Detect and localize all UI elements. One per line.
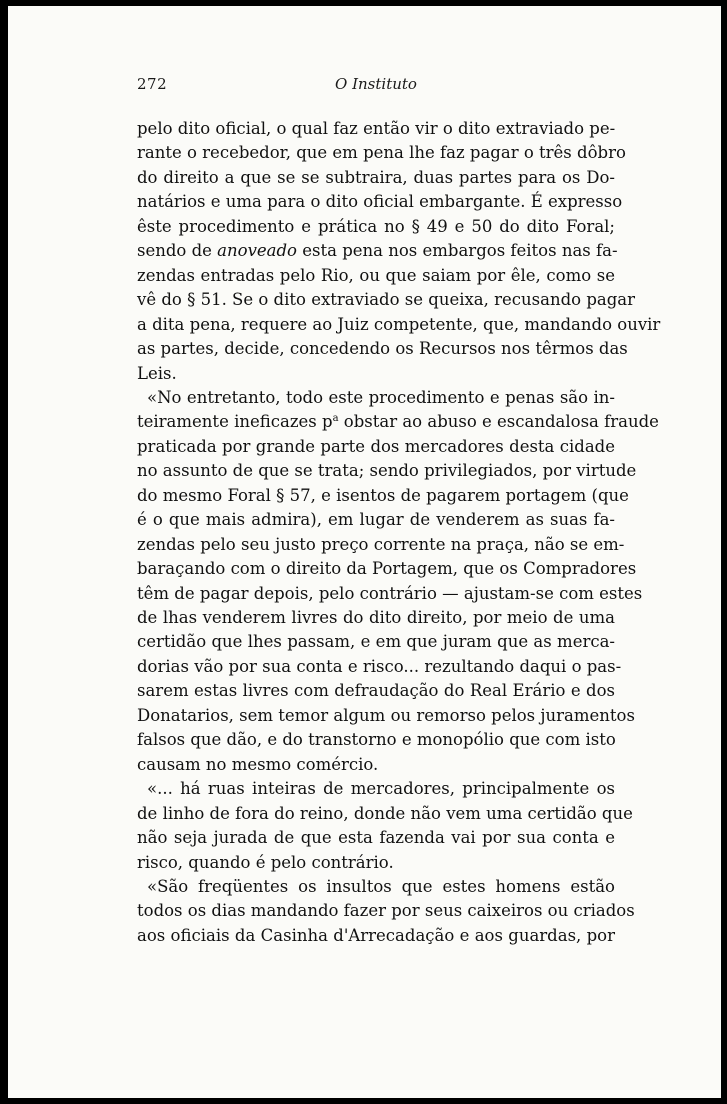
text-line: pelo dito oficial, o qual faz então vir o dito extraviado pe-	[137, 119, 616, 138]
text-line: aos oficiais da Casinha d'Arrecadação e aos guardas, por	[137, 925, 615, 945]
text-line: «... há ruas inteiras de mercadores, principalmente os	[147, 779, 615, 799]
text-line: zendas pelo seu justo preço corrente na praça, não se em-	[137, 534, 625, 554]
text-line: teiramente ineficazes $p^a$ obstar ao abuso e escandalosa fraude	[137, 412, 659, 432]
text-line: praticada por grande parte dos mercadores desta cidade	[137, 436, 615, 456]
text-line: as partes, decide, concedendo os Recursos nos têrmos das	[137, 339, 628, 359]
text-line: é o que mais admira), em lugar de venderem as suas fa-	[137, 510, 615, 530]
text-line: certidão que lhes passam, e em que juram que as merca-	[137, 632, 615, 652]
text-line: êste procedimento e prática no § 49 e 50 do dito Foral;	[137, 216, 615, 236]
text-line: dorias vão por sua conta e risco... rezultando daqui o pas-	[137, 656, 622, 676]
text-line: «No entretanto, todo este procedimento e penas são in-	[147, 387, 615, 407]
text-line: risco, quando é pelo contrário.	[137, 852, 394, 872]
text-line: todos os dias mandando fazer por seus caixeiros ou criados	[137, 901, 635, 921]
text-line: «São freqüentes os insultos que estes homens estão	[147, 876, 615, 896]
text-line: Donatarios, sem temor algum ou remorso pelos juramentos	[137, 705, 635, 725]
text-line: no assunto de que se trata; sendo privilegiados, por virtude	[137, 461, 637, 481]
text-line: vê do § 51. Se o dito extraviado se queixa, recusando pagar	[137, 290, 636, 310]
text-line: Leis.	[137, 363, 177, 383]
text-line: zendas entradas pelo Rio, ou que saiam por êle, como se	[137, 265, 615, 285]
text-line: do direito a que se se subtraira, duas partes para os Do-	[137, 167, 615, 187]
text-line: não seja jurada de que esta fazenda vai por sua conta e	[137, 828, 615, 848]
text-line: sarem estas livres com defraudação do Real Erário e dos	[137, 681, 615, 701]
text-line: falsos que dão, e do transtorno e monopólio que com isto	[137, 730, 616, 750]
text-line: de linho de fora do reino, donde não vem uma certidão que	[137, 803, 633, 823]
page-number: 272	[137, 75, 168, 93]
text-line: de lhas venderem livres do dito direito, por meio de uma	[137, 608, 615, 627]
text-line: natários e uma para o dito oficial embargante. É expresso	[137, 192, 623, 212]
text-line: têm de pagar depois, pelo contrário — ajustam-se com estes	[137, 583, 643, 603]
text-line: rante o recebedor, que em pena lhe faz pagar o três dôbro	[137, 143, 626, 163]
abbreviation-superscript: a	[332, 413, 339, 425]
text-line: sendo de anoveado esta pena nos embargos feitos nas fa-	[137, 241, 618, 261]
page-header	[137, 75, 615, 101]
running-title: O Instituto	[335, 75, 417, 93]
text-line: baraçando com o direito da Portagem, que os Compradores	[137, 559, 637, 579]
text-line: a dita pena, requere ao Juiz competente, que, mandando ouvir	[137, 314, 661, 334]
text-line: do mesmo Foral § 57, e isentos de pagarem portagem (que	[137, 485, 629, 505]
text-line: causam no mesmo comércio.	[137, 754, 379, 774]
italic-term: anoveado	[217, 241, 297, 261]
